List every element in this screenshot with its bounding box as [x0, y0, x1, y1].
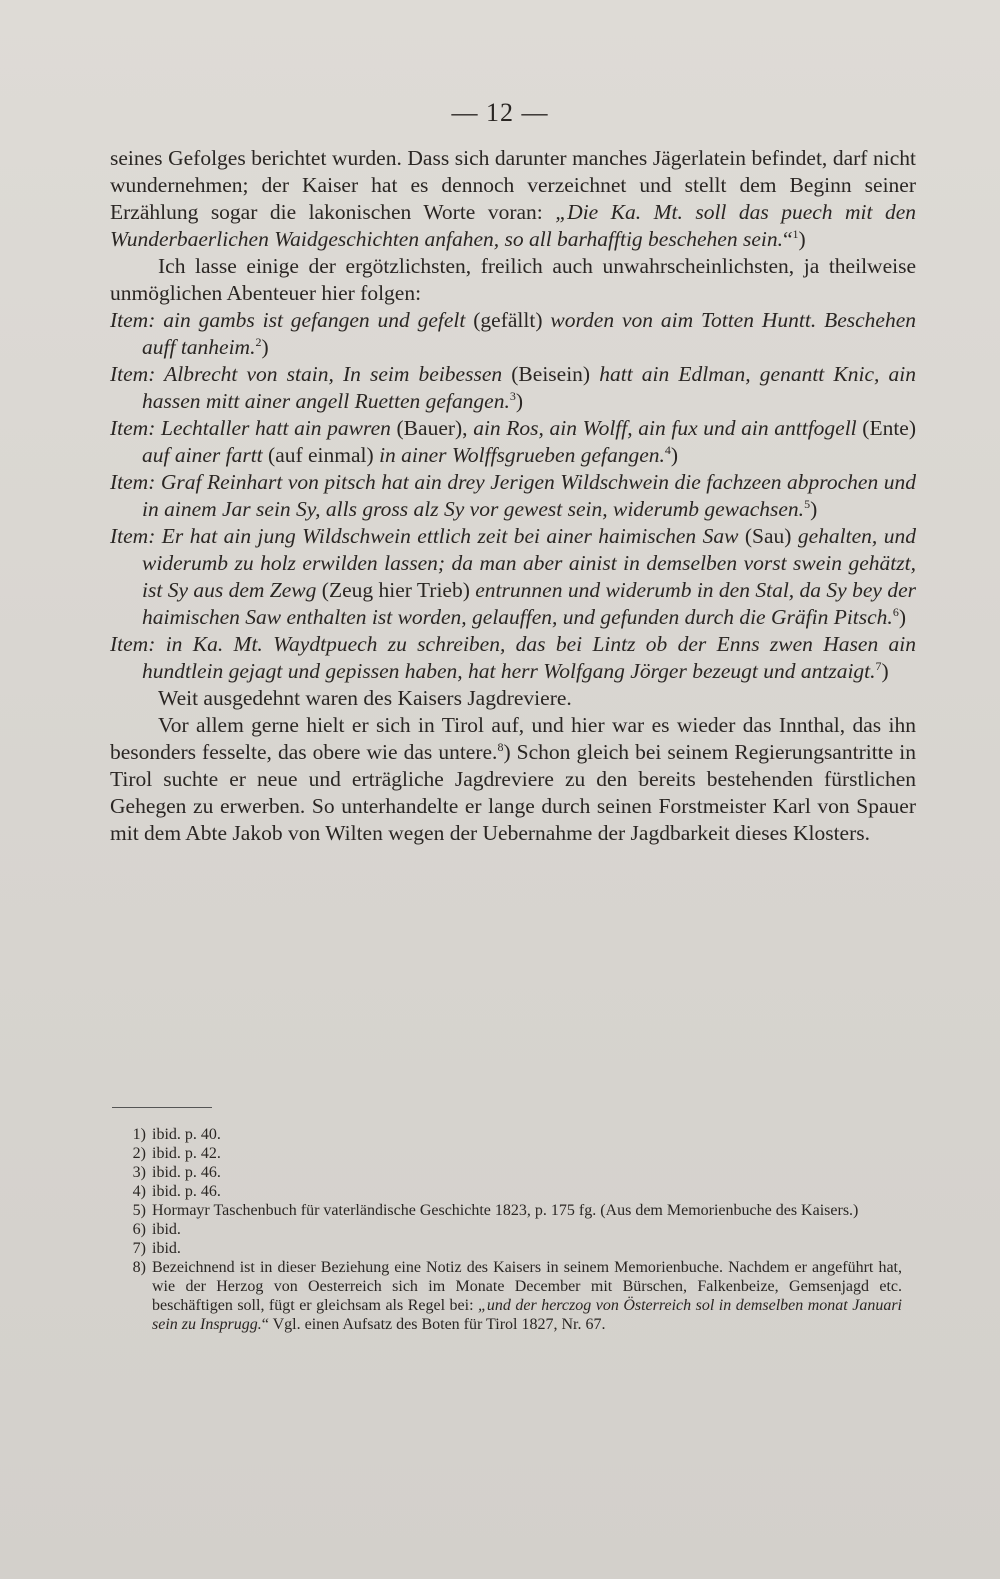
text-run: “ — [782, 227, 793, 251]
footnote-ref: 4 — [664, 442, 671, 457]
text-run: ibid. p. 46. — [152, 1183, 221, 1200]
footnote-number: 8) — [132, 1259, 146, 1276]
footnote-number: 3) — [132, 1164, 146, 1181]
item-entry — [110, 307, 916, 361]
footnote-ref: 8 — [497, 739, 504, 754]
text-run: (Zeug hier Trieb) — [316, 578, 476, 602]
italic-text: „und der herczog von Österreich sol in demselben monat Januari sein zu Insprugg. — [152, 1297, 902, 1333]
footnote-number: 5) — [132, 1202, 146, 1219]
italic-text: Item: Lechtaller hatt ain pawren — [110, 416, 391, 440]
footnote-text — [152, 1182, 902, 1201]
italic-text: auf ainer fartt — [142, 443, 263, 467]
footnote-text — [152, 1163, 902, 1182]
footnote — [116, 1258, 902, 1334]
item-entry — [110, 361, 916, 415]
text-run: ) — [670, 443, 679, 467]
text-run: (auf einmal) — [262, 443, 380, 467]
footnote-number: 6) — [132, 1221, 146, 1238]
italic-text: Item: Graf Reinhart von pitsch hat ain drey Jerigen Wildschwein die fachzeen abprochen und in ainem Jar sein Sy, alls gross alz Sy vor gewest sein, widerumb gewachsen. — [110, 470, 916, 521]
footnote — [116, 1163, 902, 1182]
paragraph — [110, 253, 916, 307]
italic-text: gehalten, und widerumb zu holz erwilden lassen; da man aber ainist in demselben vorst swein gehätzt, ist Sy aus dem Zewg — [142, 524, 916, 602]
item-entry — [110, 631, 916, 685]
italic-text: worden von aim Totten Huntt. Beschehen auff tanheim. — [142, 308, 916, 359]
footnote-divider — [112, 1107, 212, 1108]
footnote-number: 1) — [132, 1126, 146, 1143]
footnote-text — [152, 1258, 902, 1334]
text-run: Vor allem gerne hielt er sich in Tirol auf, und hier war es wieder das Innthal, das ihn besonders fesselte, das obere wie das untere. — [110, 713, 916, 764]
footnote — [116, 1201, 902, 1220]
text-run: (gefällt) — [465, 308, 551, 332]
italic-text: hatt ain Edlman, genantt Knic, ain hassen mitt ainer angell Ruetten gefangen. — [142, 362, 916, 413]
text-run: ibid. — [152, 1240, 181, 1257]
footnote-ref: 7 — [875, 658, 882, 673]
text-run: seines Gefolges berichtet wurden. Dass sich darunter manches Jägerlatein befindet, darf nicht wundernehmen; der Kaiser hat es dennoch verzeichnet und stellt dem Beginn seiner Erzählung sogar die lakonischen Worte voran: — [110, 146, 916, 224]
text-run: ) — [261, 335, 269, 359]
text-run: Ich lasse einige der ergötzlichsten, freilich auch unwahrscheinlichsten, ja theilweise unmöglichen Abenteuer hier folgen: — [110, 254, 916, 305]
text-run: ) — [798, 227, 806, 251]
italic-text: Item: Er hat ain jung Wildschwein ettlich zeit bei ainer haimischen Saw — [110, 524, 739, 548]
text-run: ) — [881, 659, 889, 683]
footnote — [116, 1220, 902, 1239]
text-run: Hormayr Taschenbuch für vaterländische Geschichte 1823, p. 175 fg. (Aus dem Memorienbuche des Kaisers.) — [152, 1202, 859, 1219]
footnote — [116, 1144, 902, 1163]
page-number: — 12 — — [451, 98, 549, 127]
footnote-ref: 1 — [792, 226, 799, 241]
text-run: ibid. p. 42. — [152, 1145, 221, 1162]
footnote-ref: 3 — [509, 388, 516, 403]
item-entry — [110, 415, 916, 469]
text-run: ibid. p. 40. — [152, 1126, 221, 1143]
paragraph — [110, 145, 916, 253]
footnotes — [116, 1125, 902, 1334]
text-run: (Ente) — [856, 416, 917, 440]
italic-text: entrunnen und widerumb in den Stal, da Sy bey der haimischen Saw enthalten ist worden, gelauffen, und gefunden durch die Gräfin Pitsch. — [142, 578, 916, 629]
footnote-text — [152, 1144, 902, 1163]
footnote-number: 4) — [132, 1183, 146, 1200]
footnote — [116, 1182, 902, 1201]
footnote-text — [152, 1201, 902, 1220]
paragraph — [110, 712, 916, 847]
text-run: (Beisein) — [502, 362, 600, 386]
footnote-ref: 2 — [255, 334, 262, 349]
italic-text: Item: ain gambs ist gefangen und gefelt — [110, 308, 466, 332]
text-run: (Bauer), — [390, 416, 474, 440]
footnote — [116, 1125, 902, 1144]
text-run: Bezeichnend ist in dieser Beziehung eine Notiz des Kaisers in seinem Memorienbuche. Nachdem er angeführt hat, wie der Herzog von Oesterreich sich im Monate December mit Bürschen, Falkenbeize, Gemsenjagd etc. beschäftigen soll, fügt er gleichsam als Regel bei: — [152, 1259, 902, 1314]
italic-text: in ainer Wolffsgrueben gefangen. — [379, 443, 665, 467]
item-entry — [110, 523, 916, 631]
footnote-number: 7) — [132, 1240, 146, 1257]
text-run: ibid. — [152, 1221, 181, 1238]
text-run: “ Vgl. einen Aufsatz des Boten für Tirol 1827, Nr. 67. — [261, 1316, 606, 1333]
italic-text: ain Ros, ain Wolff, ain fux und ain anttfogell — [473, 416, 857, 440]
footnote-text — [152, 1239, 902, 1258]
text-run: ) — [810, 497, 818, 521]
text-run: ) — [515, 389, 523, 413]
italic-text: Item: Albrecht von stain, In seim beibessen — [110, 362, 503, 386]
main-text — [110, 145, 916, 847]
text-run: ) — [898, 605, 906, 629]
text-run: Weit ausgedehnt waren des Kaisers Jagdreviere. — [158, 686, 572, 710]
footnote — [116, 1239, 902, 1258]
text-run: ) Schon gleich bei seinem Regierungsantritte in Tirol suchte er neue und erträgliche Jagdreviere zu den bereits bestehenden fürstlichen Gehegen zu erwerben. So unterhandelte er lange durch seinen Forstmeister Karl von Spauer mit dem Abte Jakob von Wilten wegen der Uebernahme der Jagdbarkeit dieses Klosters. — [110, 740, 916, 845]
footnote-ref: 5 — [804, 496, 811, 511]
footnote-text — [152, 1125, 902, 1144]
footnote-text — [152, 1220, 902, 1239]
footnote-number: 2) — [132, 1145, 146, 1162]
footnote-ref: 6 — [892, 604, 899, 619]
paragraph — [110, 685, 916, 712]
text-run: ibid. p. 46. — [152, 1164, 221, 1181]
item-entry — [110, 469, 916, 523]
italic-text: „Die Ka. Mt. soll das puech mit den Wunderbaerlichen Waidgeschichten anfahen, so all barhafftig beschehen sein. — [110, 200, 916, 251]
italic-text: Item: in Ka. Mt. Waydtpuech zu schreiben, das bei Lintz ob der Enns zwen Hasen ain hundtlein gejagt und gepissen haben, hat herr Wolfgang Jörger bezeugt und antzaigt. — [110, 632, 916, 683]
text-run: (Sau) — [738, 524, 798, 548]
